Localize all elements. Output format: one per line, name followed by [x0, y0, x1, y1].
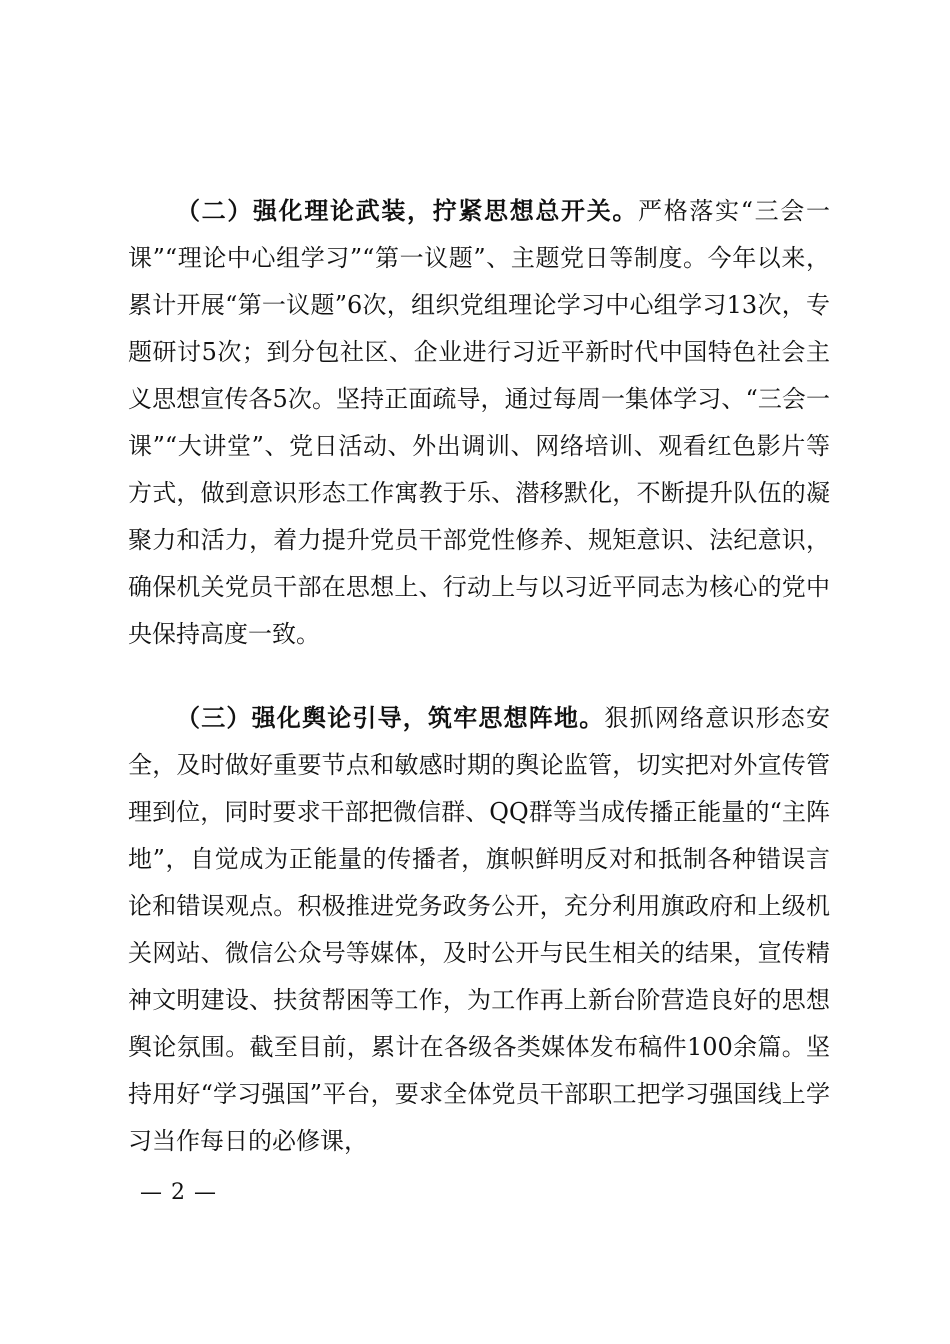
paragraph-theory-arming	[128, 187, 830, 658]
paragraph-body: 严格落实“三会一课”“理论中心组学习”“第一议题”、主题党日等制度。今年以来，累计开展“第一议题”6次，组织党组理论学习中心组学习13次，专题研讨5次；到分包社区、企业进行习近平新时代中国特色社会主义思想宣传各5次。坚持正面疏导，通过每周一集体学习、“三会一课”“大讲堂”、党日活动、外出调训、网络培训、观看红色影片等方式，做到意识形态工作寓教于乐、潜移默化，不断提升队伍的凝聚力和活力，着力提升党员干部党性修养、规矩意识、法纪意识，确保机关党员干部在思想上、行动上与以习近平同志为核心的党中央保持高度一致。	[128, 197, 830, 648]
paragraph-heading: （三）强化舆论引导，筑牢思想阵地。	[176, 703, 605, 732]
paragraph-text	[128, 187, 830, 658]
page-number: — 2 —	[140, 1180, 217, 1205]
paragraph-heading: （二）强化理论武装，拧紧思想总开关。	[176, 196, 639, 225]
paragraph-public-opinion	[128, 694, 830, 1165]
paragraph-body: 狠抓网络意识形态安全，及时做好重要节点和敏感时期的舆论监管，切实把对外宣传管理到位，同时要求干部把微信群、QQ群等当成传播正能量的“主阵地”，自觉成为正能量的传播者，旗帜鲜明反对和抵制各种错误言论和错误观点。积极推进党务政务公开，充分利用旗政府和上级机关网站、微信公众号等媒体，及时公开与民生相关的结果，宣传精神文明建设、扶贫帮困等工作，为工作再上新台阶营造良好的思想舆论氛围。截至目前，累计在各级各类媒体发布稿件100余篇。坚持用好“学习强国”平台，要求全体党员干部职工把学习强国线上学习当作每日的必修课，	[128, 704, 831, 1155]
paragraph-text	[128, 694, 830, 1165]
